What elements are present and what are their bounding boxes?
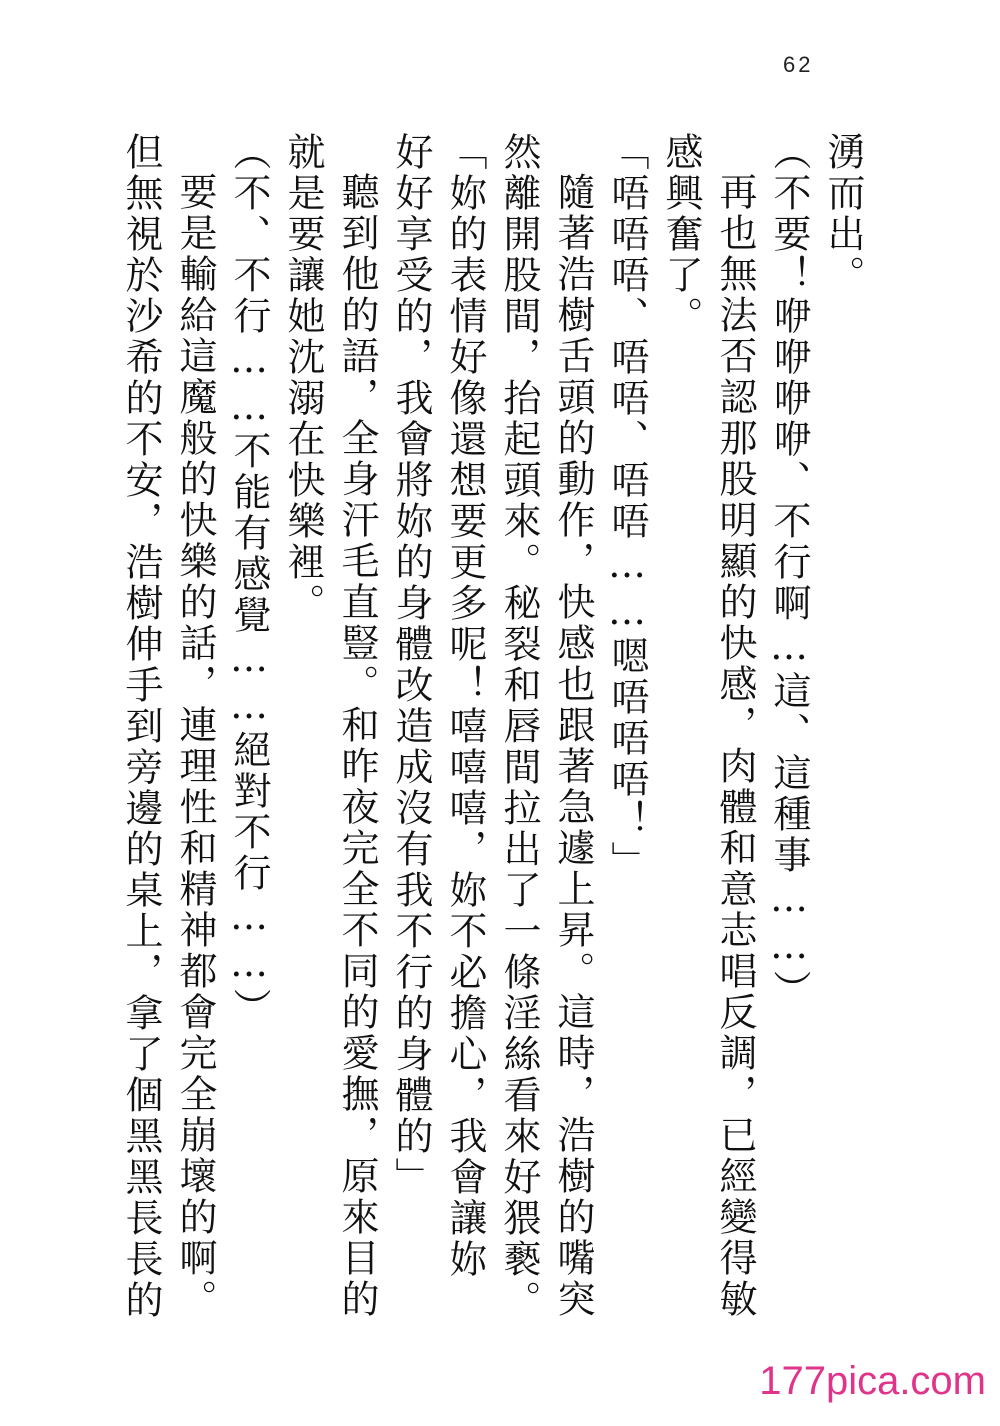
text-column: 「唔唔唔、唔唔、唔唔……嗯唔唔唔！」 [605,132,649,882]
text-column: 但無視於沙希的不安，浩樹伸手到旁邊的桌上，拿了個黑黑長長的 [119,132,163,1321]
text-column: 就是要讓她沈溺在快樂裡。 [281,132,325,624]
text-column: 感興奮了。 [659,132,703,337]
text-column: 隨著浩樹舌頭的動作，快感也跟著急遽上昇。這時，浩樹的嘴突 [551,172,595,1320]
text-column: 要是輸給這魔般的快樂的話，連理性和精神都會完全崩壞的啊。 [173,172,217,1320]
text-column: 湧而出。 [821,132,865,296]
text-column: （不要！咿咿咿咿、不行啊…這、這種事……） [767,132,811,1011]
novel-text-body [114,132,870,1321]
text-column: 好好享受的，我會將妳的身體改造成沒有我不行的身體的」 [389,132,433,1198]
page-number: 62 [783,52,814,77]
text-column: 聽到他的語，全身汗毛直豎。和昨夜完全不同的愛撫，原來目的 [335,172,379,1320]
text-column: 再也無法否認那股明顯的快感，肉體和意志唱反調，已經變得敏 [713,172,757,1320]
text-column: 然離開股間，抬起頭來。秘裂和唇間拉出了一條淫絲看來好猥褻。 [497,132,541,1321]
text-column: 「妳的表情好像還想要更多呢！嘻嘻嘻，妳不必擔心，我會讓妳 [443,132,487,1280]
site-watermark: 177pica.com [759,1359,986,1403]
text-column: （不、不行……不能有感覺……絕對不行……） [227,132,271,1029]
